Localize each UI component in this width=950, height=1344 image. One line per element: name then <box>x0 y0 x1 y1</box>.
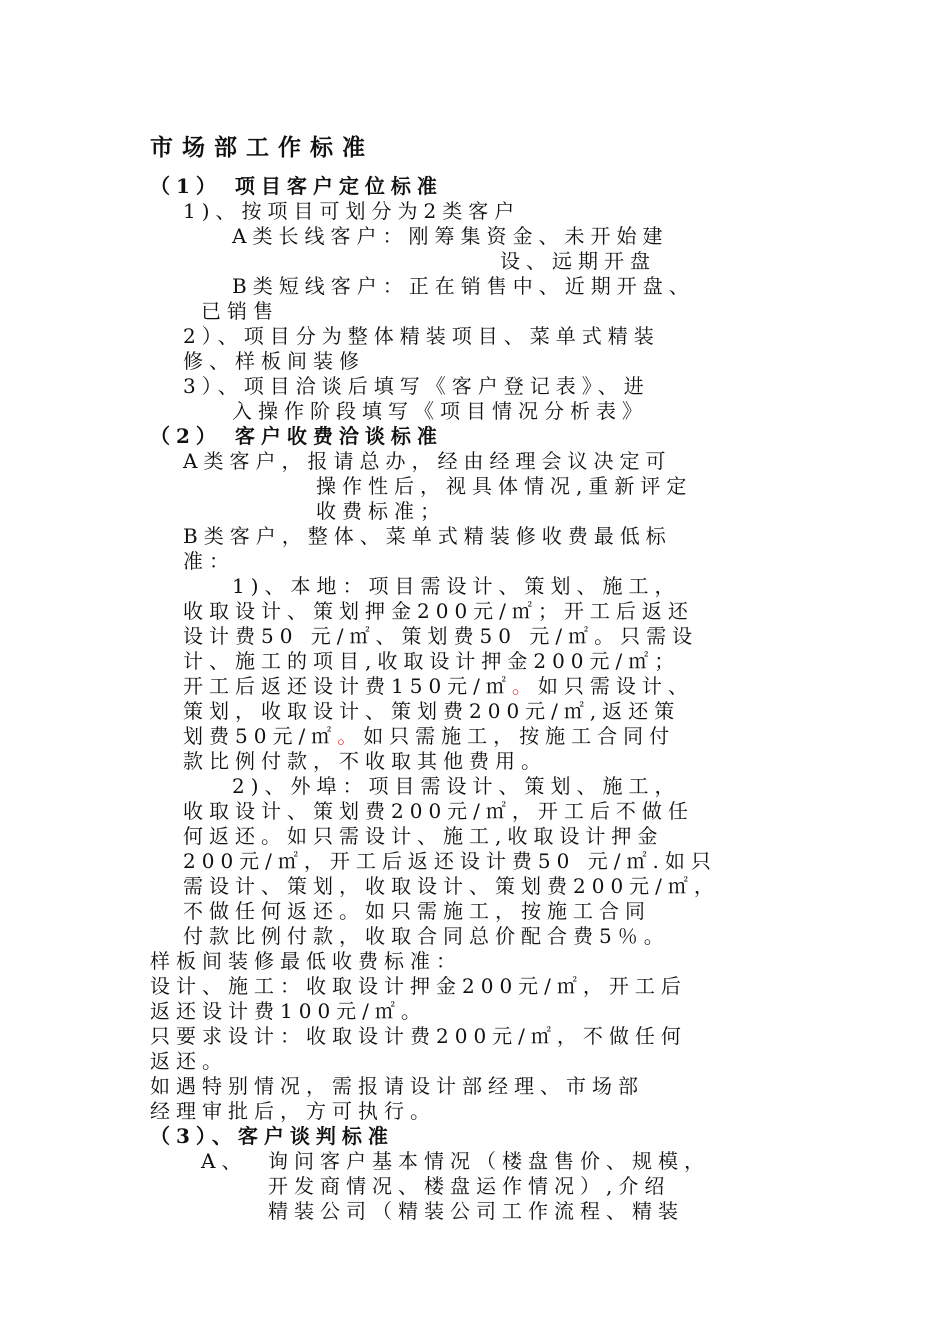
local-fee-line: 收取设计、策划押金200元/㎡；开工后返还 <box>183 599 694 623</box>
local-fee-text: 划费50元/㎡ <box>183 724 338 748</box>
section-3-a-line-1: 询问客户基本情况（楼盘售价、规模， <box>268 1149 710 1173</box>
section-1-heading: （1） 项目客户定位标准 <box>150 174 443 198</box>
client-type-a-line-2: 设、远期开盘 <box>500 249 656 273</box>
section-3-a-line-2: 开发商情况、楼盘运作情况）,介绍 <box>268 1174 671 1198</box>
remote-fee-line: 2)、外埠：项目需设计、策划、施工， <box>232 774 681 798</box>
local-fee-line <box>183 674 694 698</box>
red-period-mark: 。 <box>337 724 364 748</box>
local-fee-line <box>183 724 675 748</box>
client-type-a-line-1: A类长线客户：刚筹集资金、未开始建 <box>232 224 669 248</box>
sample-room-line: 只要求设计：收取设计费200元/㎡，不做任何 <box>150 1024 687 1048</box>
local-fee-line: 设计费50 元/㎡、策划费50 元/㎡。只需设 <box>183 624 699 648</box>
sample-room-line: 经理审批后，方可执行。 <box>150 1099 436 1123</box>
remote-fee-line: 需设计、策划，收取设计、策划费200元/㎡， <box>183 874 720 898</box>
remote-fee-line: 何返还。如只需设计、施工,收取设计押金 <box>183 824 664 848</box>
remote-fee-line: 200元/㎡，开工后返还设计费50 元/㎡.如只 <box>183 849 717 873</box>
sample-room-line: 返还设计费100元/㎡。 <box>150 999 427 1023</box>
section-1-item-2-line-2: 修、样板间装修 <box>183 349 365 373</box>
red-period-mark: 。 <box>511 674 538 698</box>
local-fee-line: 1)、本地：项目需设计、策划、施工， <box>232 574 681 598</box>
fee-type-a-line-1: A类客户，报请总办，经由经理会议决定可 <box>183 449 672 473</box>
remote-fee-line: 付款比例付款，收取合同总价配合费5％。 <box>183 924 670 948</box>
fee-type-b-line-2: 准： <box>183 549 235 573</box>
sample-room-line: 样板间装修最低收费标准： <box>150 949 462 973</box>
remote-fee-line: 不做任何返还。如只需施工，按施工合同 <box>183 899 651 923</box>
section-3-a-label: A、 <box>201 1149 248 1173</box>
section-1-item-3-line-2: 入操作阶段填写《项目情况分析表》 <box>232 399 648 423</box>
fee-type-a-line-3: 收费标准； <box>316 499 446 523</box>
remote-fee-line: 收取设计、策划费200元/㎡，开工后不做任 <box>183 799 694 823</box>
sample-room-line: 返还。 <box>150 1049 228 1073</box>
fee-type-a-line-2: 操作性后，视具体情况,重新评定 <box>316 474 693 498</box>
sample-room-line: 设计、施工：收取设计押金200元/㎡，开工后 <box>150 974 687 998</box>
page-title: 市场部工作标准 <box>150 134 374 161</box>
local-fee-line: 策划，收取设计、策划费200元/㎡,返还策 <box>183 699 681 723</box>
section-3-a-line-3: 精装公司（精装公司工作流程、精装 <box>268 1199 684 1223</box>
section-1-item-1: 1)、按项目可划分为2类客户 <box>183 199 521 223</box>
local-fee-text: 如只需设计、 <box>537 674 694 698</box>
section-1-item-2-line-1: 2）、项目分为整体精装项目、菜单式精装 <box>183 324 660 348</box>
section-3-heading: （3）、客户谈判标准 <box>150 1124 394 1148</box>
local-fee-text: 开工后返还设计费150元/㎡ <box>183 674 512 698</box>
local-fee-line: 款比例付款，不收取其他费用。 <box>183 749 547 773</box>
fee-type-b-line-1: B类客户，整体、菜单式精装修收费最低标 <box>183 524 672 548</box>
local-fee-line: 计、施工的项目,收取设计押金200元/㎡； <box>183 649 681 673</box>
client-type-b-line-1: B类短线客户：正在销售中、近期开盘、 <box>232 274 695 298</box>
section-1-item-3-line-1: 3）、项目洽谈后填写《客户登记表》、进 <box>183 374 650 398</box>
section-2-heading: （2） 客户收费洽谈标准 <box>150 424 443 448</box>
local-fee-text: 如只需施工，按施工合同付 <box>363 724 676 748</box>
sample-room-line: 如遇特别情况，需报请设计部经理、市场部 <box>150 1074 644 1098</box>
client-type-b-line-2: 已销售 <box>201 299 279 323</box>
